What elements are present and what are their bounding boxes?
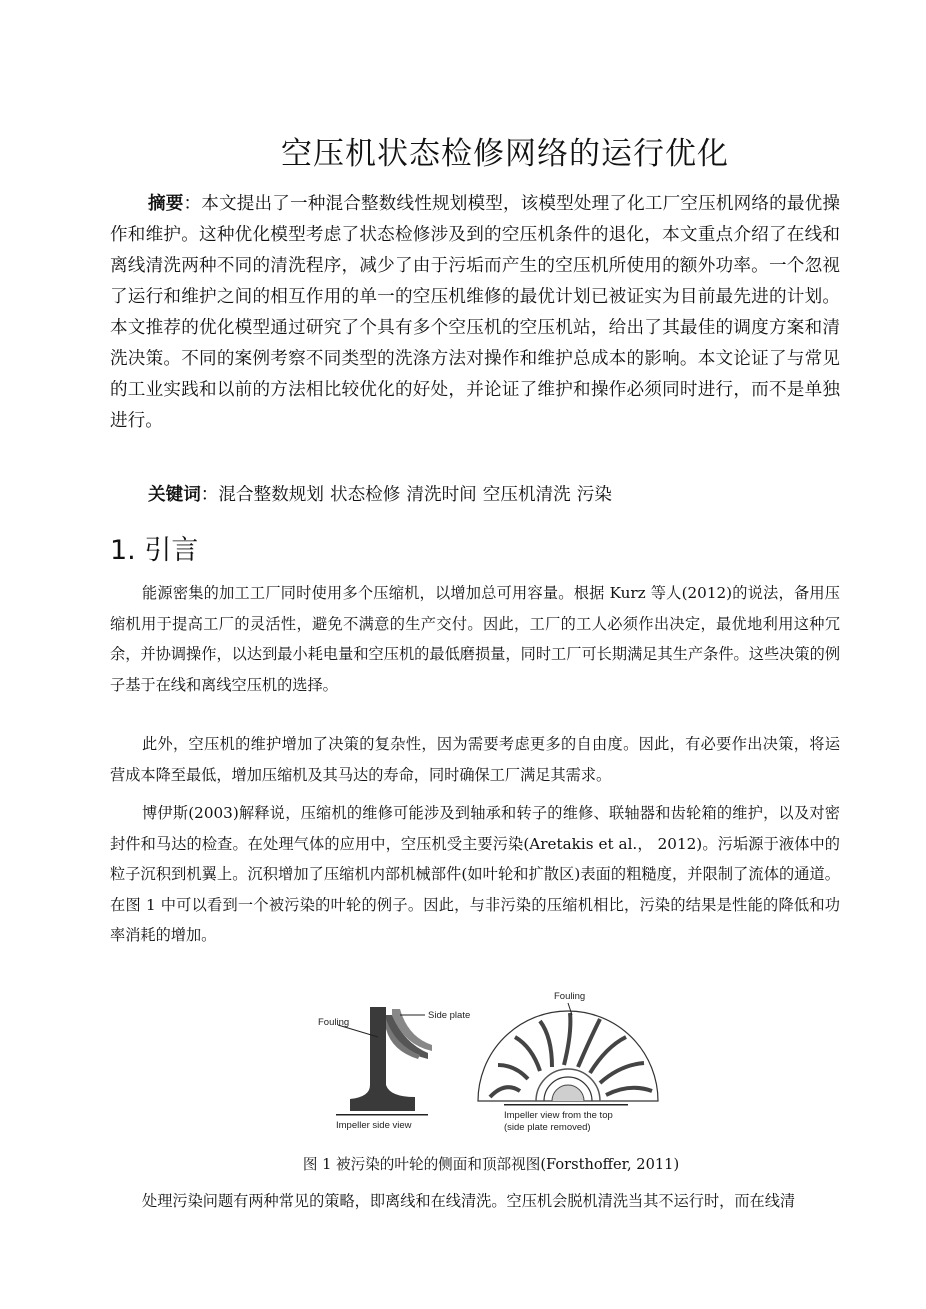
keyword-item: 空压机清洗 <box>482 485 571 505</box>
body-paragraph: 能源密集的加工工厂同时使用多个压缩机，以增加总可用容量。根据 Kurz 等人(2012)的说法，备用压缩机用于提高工厂的灵活性，避免不满意的生产交付。因此，工厂的工人必须作出决定，最优地利用这种冗余，并协调操作，以达到最小耗电量和空压机的最低磨损量，同时工厂可长期满足其生产条件。这些决策的例子基于在线和离线空压机的选择。 <box>110 584 840 694</box>
side-plate-label: Side plate <box>428 1010 471 1021</box>
keywords-line <box>148 482 618 508</box>
abstract-paragraph <box>110 188 840 437</box>
fouling-label-side: Fouling <box>318 1017 350 1028</box>
impeller-figure <box>300 985 670 1135</box>
keyword-item: 污染 <box>576 485 612 505</box>
side-view-label: Impeller side view <box>336 1120 412 1131</box>
impeller-top-view-drawing <box>478 1003 658 1106</box>
paper-title: 空压机状态检修网络的运行优化 <box>281 136 729 172</box>
abstract-colon: ： <box>183 194 202 214</box>
body-paragraph: 此外，空压机的维护增加了决策的复杂性，因为需要考虑更多的自由度。因此，有必要作出决策，将运营成本降至最低，增加压缩机及其马达的寿命，同时确保工厂满足其需求。 <box>110 735 840 784</box>
section-heading-introduction: 1. 引言 <box>110 535 199 566</box>
impeller-illustration <box>300 985 670 1135</box>
keywords-colon: ： <box>200 485 219 505</box>
body-paragraph: 博伊斯(2003)解释说，压缩机的维修可能涉及到轴承和转子的维修、联轴器和齿轮箱的维护，以及对密封件和马达的检查。在处理气体的应用中，空压机受主要污染(Aretakis et al.， 2012)。污垢源于液体中的粒子沉积到机翼上。沉积增加了压缩机内部机械部件(如叶轮和扩散区)表面的粗糙度，并限制了流体的通道。在图 1 中可以看到一个被污染的叶轮的例子。因此，与非污染的压缩机相比，污染的结果是性能的降低和功率消耗的增加。 <box>110 804 840 944</box>
fouling-label-top: Fouling <box>554 991 586 1002</box>
abstract-text: 本文提出了一种混合整数线性规划模型，该模型处理了化工厂空压机网络的最优操作和维护。这种优化模型考虑了状态检修涉及到的空压机条件的退化，本文重点介绍了在线和离线清洗两种不同的清洗程序，减少了由于污垢而产生的空压机所使用的额外功率。一个忽视了运行和维护之间的相互作用的单一的空压机维修的最优计划已被证实为目前最先进的计划。本文推荐的优化模型通过研究了个具有多个空压机的空压机站，给出了其最佳的调度方案和清洗决策。不同的案例考察不同类型的洗涤方法对操作和维护总成本的影响。本文论证了与常见的工业实践和以前的方法相比较优化的好处，并论证了维护和操作必须同时进行，而不是单独进行。 <box>110 194 840 431</box>
figure-caption: 图 1 被污染的叶轮的侧面和顶部视图(Forsthoffer, 2011) <box>302 1156 680 1173</box>
top-view-label-line2: (side plate removed) <box>504 1122 591 1133</box>
impeller-side-view-drawing <box>336 1007 432 1116</box>
top-view-label-line1: Impeller view from the top <box>504 1110 613 1121</box>
body-paragraph: 处理污染问题有两种常见的策略，即离线和在线清洗。空压机会脱机清洗当其不运行时，而在线清 <box>142 1192 796 1210</box>
keywords-label: 关键词 <box>148 484 201 505</box>
abstract-label: 摘要 <box>148 193 184 214</box>
keyword-item: 清洗时间 <box>406 485 477 505</box>
keyword-item: 状态检修 <box>329 485 401 505</box>
keyword-item: 混合整数规划 <box>218 485 324 505</box>
